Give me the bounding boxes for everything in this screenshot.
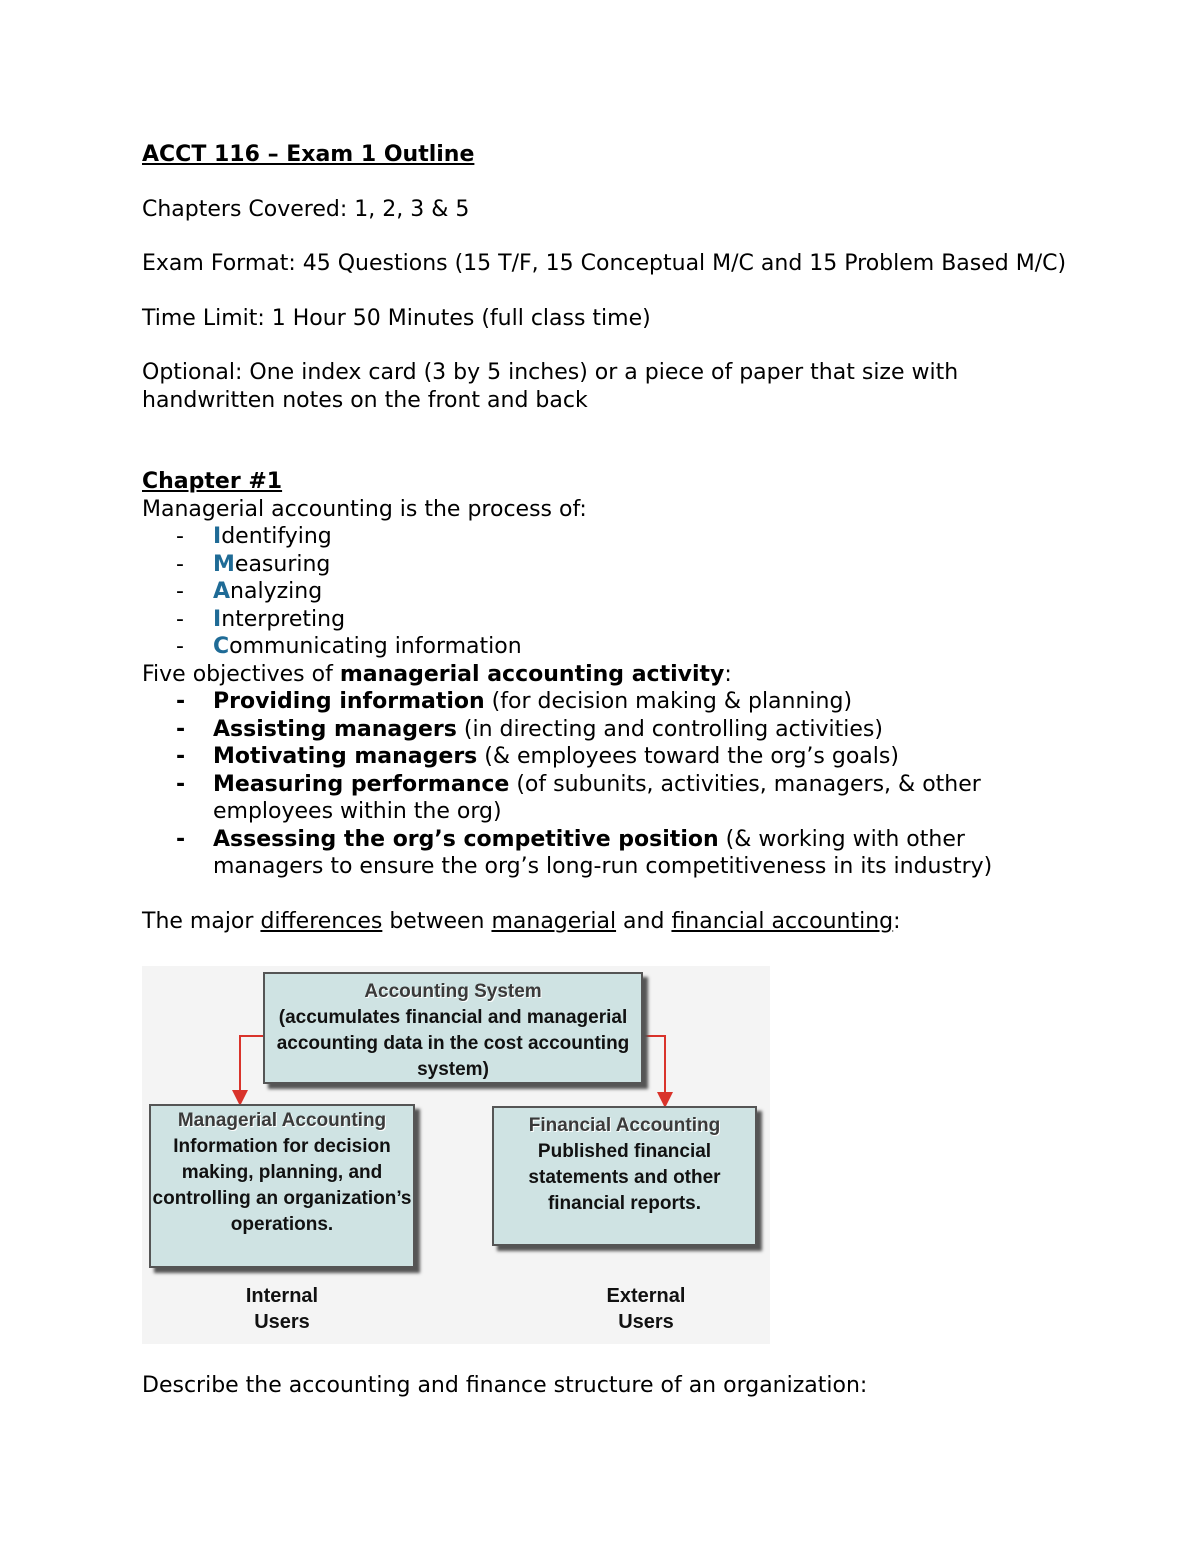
objective-detail: (for decision making & planning) bbox=[484, 689, 853, 714]
list-item: - Motivating managers (& employees toward the org’s goals) bbox=[176, 744, 899, 769]
initial-letter: C bbox=[213, 634, 230, 659]
list-item: - Interpreting bbox=[176, 606, 346, 632]
objectives-intro-bold: managerial accounting activity bbox=[339, 661, 725, 687]
objective-title: Assisting managers bbox=[213, 716, 457, 742]
objective-detail: (of subunits, activities, managers, & other employees within the org) bbox=[213, 771, 981, 824]
accounting-system-box bbox=[263, 972, 643, 1084]
differences-mid-1: between bbox=[382, 908, 492, 934]
objectives-intro-post: : bbox=[724, 661, 732, 687]
time-limit: Time Limit: 1 Hour 50 Minutes (full class time) bbox=[142, 305, 651, 331]
objectives-intro bbox=[142, 661, 1072, 689]
objective-title: Providing information bbox=[213, 689, 485, 714]
objective-title: Measuring performance bbox=[213, 771, 510, 797]
list-item: - Measuring bbox=[176, 551, 331, 577]
list-item-text: ommunicating information bbox=[229, 634, 522, 659]
managerial-accounting-body: Information for decision making, planning, and controlling an organization’s operations. bbox=[152, 1136, 412, 1235]
managerial-word: managerial bbox=[491, 908, 617, 934]
list-item-text: nterpreting bbox=[221, 606, 346, 632]
document-body bbox=[142, 141, 1072, 935]
differences-mid-2: and bbox=[616, 908, 672, 934]
process-list bbox=[142, 523, 1072, 661]
initial-letter: I bbox=[213, 606, 222, 632]
objectives-list bbox=[142, 688, 1072, 881]
internal-word: Internal bbox=[245, 1285, 319, 1307]
accounting-system-body: (accumulates financial and managerial accounting data in the cost accounting system) bbox=[276, 1007, 630, 1080]
exam-format: Exam Format: 45 Questions (15 T/F, 15 Conceptual M/C and 15 Problem Based M/C) bbox=[142, 251, 1067, 276]
list-item: - Analyzing bbox=[176, 579, 323, 604]
page-title: ACCT 116 – Exam 1 Outline bbox=[142, 142, 475, 167]
objective-detail: (& working with other managers to ensure the org’s long-run competitiveness in its industry) bbox=[213, 826, 993, 879]
objective-detail: (& employees toward the org’s goals) bbox=[477, 744, 899, 769]
list-item: - Identifying bbox=[176, 524, 332, 549]
optional-notes: Optional: One index card (3 by 5 inches) or a piece of paper that size with handwritten notes on the front and back bbox=[142, 360, 959, 413]
list-item-text: easuring bbox=[234, 551, 331, 577]
financial-accounting-title: Financial Accounting bbox=[528, 1115, 721, 1136]
users-word: Users bbox=[618, 1311, 674, 1333]
objective-detail: (in directing and controlling activities) bbox=[456, 716, 883, 742]
objectives-intro-pre: Five objectives of bbox=[142, 661, 340, 687]
managerial-accounting-title: Managerial Accounting bbox=[177, 1110, 387, 1131]
describe-structure: Describe the accounting and finance structure of an organization: bbox=[142, 1373, 868, 1398]
objective-title: Motivating managers bbox=[213, 744, 478, 769]
external-users-label bbox=[566, 1283, 726, 1335]
list-item-text: dentifying bbox=[221, 524, 332, 549]
differences-word: differences bbox=[260, 908, 383, 934]
objective-title: Assessing the org’s competitive position bbox=[213, 826, 719, 852]
chapters-covered: Chapters Covered: 1, 2, 3 & 5 bbox=[142, 196, 470, 222]
differences-post: : bbox=[893, 908, 901, 934]
arrow-to-managerial bbox=[240, 1036, 263, 1098]
financial-accounting-body: Published financial statements and other financial reports. bbox=[528, 1141, 721, 1214]
accounting-diagram bbox=[142, 966, 770, 1344]
initial-letter: M bbox=[213, 551, 235, 577]
managerial-accounting-box bbox=[149, 1104, 415, 1268]
differences-line bbox=[142, 908, 1072, 936]
list-item: - Communicating information bbox=[176, 634, 522, 659]
financial-accounting-word: financial accounting bbox=[671, 908, 894, 934]
users-word: Users bbox=[254, 1311, 310, 1333]
internal-users-label bbox=[202, 1283, 362, 1335]
list-item: - Measuring performance (of subunits, activities, managers, & other employees within the org) bbox=[176, 771, 981, 824]
list-item: - Providing information (for decision making & planning) bbox=[176, 689, 853, 714]
list-item-text: nalyzing bbox=[230, 579, 323, 604]
initial-letter: A bbox=[213, 579, 231, 604]
arrow-to-financial bbox=[643, 1036, 665, 1100]
initial-letter: I bbox=[213, 524, 222, 549]
financial-accounting-box bbox=[492, 1106, 757, 1246]
accounting-system-title: Accounting System bbox=[364, 981, 542, 1002]
chapter-1-heading: Chapter #1 bbox=[142, 469, 283, 494]
list-item: - Assessing the org’s competitive position (& working with other managers to ensure the org’s long-run competitiveness in its industry) bbox=[176, 826, 993, 879]
differences-pre: The major bbox=[142, 908, 261, 934]
process-intro: Managerial accounting is the process of: bbox=[142, 496, 587, 522]
list-item: - Assisting managers (in directing and controlling activities) bbox=[176, 716, 883, 742]
external-word: External bbox=[606, 1285, 686, 1307]
